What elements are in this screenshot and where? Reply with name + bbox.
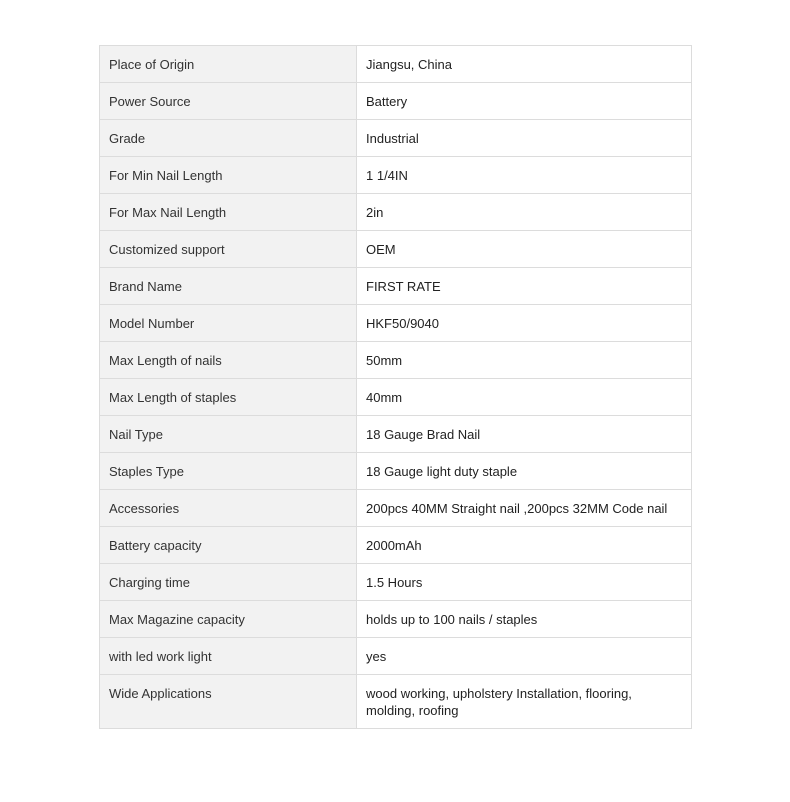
spec-value: FIRST RATE	[357, 268, 692, 305]
spec-label: Power Source	[100, 83, 357, 120]
spec-value: 40mm	[357, 379, 692, 416]
spec-label: Max Length of staples	[100, 379, 357, 416]
spec-label: Charging time	[100, 564, 357, 601]
table-row	[100, 157, 692, 194]
spec-value: OEM	[357, 231, 692, 268]
spec-label: Max Length of nails	[100, 342, 357, 379]
spec-value: 2in	[357, 194, 692, 231]
spec-value: Jiangsu, China	[357, 46, 692, 83]
spec-value: 200pcs 40MM Straight nail ,200pcs 32MM Code nail	[357, 490, 692, 527]
spec-label: Model Number	[100, 305, 357, 342]
spec-label: Nail Type	[100, 416, 357, 453]
spec-label: Brand Name	[100, 268, 357, 305]
spec-label: For Max Nail Length	[100, 194, 357, 231]
spec-value: 1.5 Hours	[357, 564, 692, 601]
spec-label: Wide Applications	[100, 675, 357, 729]
spec-label: For Min Nail Length	[100, 157, 357, 194]
table-row	[100, 231, 692, 268]
spec-value: 50mm	[357, 342, 692, 379]
table-row	[100, 379, 692, 416]
spec-value: wood working, upholstery Installation, flooring, molding, roofing	[357, 675, 692, 729]
table-row	[100, 268, 692, 305]
spec-label: Battery capacity	[100, 527, 357, 564]
table-row	[100, 564, 692, 601]
table-row	[100, 83, 692, 120]
table-row	[100, 638, 692, 675]
spec-value: Industrial	[357, 120, 692, 157]
spec-value: 1 1/4IN	[357, 157, 692, 194]
table-row	[100, 194, 692, 231]
spec-label: Accessories	[100, 490, 357, 527]
table-row	[100, 527, 692, 564]
table-row	[100, 490, 692, 527]
table-row	[100, 453, 692, 490]
spec-value: 18 Gauge light duty staple	[357, 453, 692, 490]
table-row	[100, 46, 692, 83]
spec-table	[99, 45, 692, 729]
spec-value: Battery	[357, 83, 692, 120]
table-row	[100, 675, 692, 729]
spec-label: Grade	[100, 120, 357, 157]
spec-value: yes	[357, 638, 692, 675]
spec-value: 18 Gauge Brad Nail	[357, 416, 692, 453]
spec-label: Place of Origin	[100, 46, 357, 83]
table-row	[100, 305, 692, 342]
spec-label: Max Magazine capacity	[100, 601, 357, 638]
spec-value: 2000mAh	[357, 527, 692, 564]
table-row	[100, 416, 692, 453]
table-row	[100, 120, 692, 157]
table-row	[100, 601, 692, 638]
spec-label: with led work light	[100, 638, 357, 675]
spec-value: holds up to 100 nails / staples	[357, 601, 692, 638]
spec-label: Customized support	[100, 231, 357, 268]
table-row	[100, 342, 692, 379]
spec-value: HKF50/9040	[357, 305, 692, 342]
spec-table-body	[100, 46, 692, 729]
spec-label: Staples Type	[100, 453, 357, 490]
